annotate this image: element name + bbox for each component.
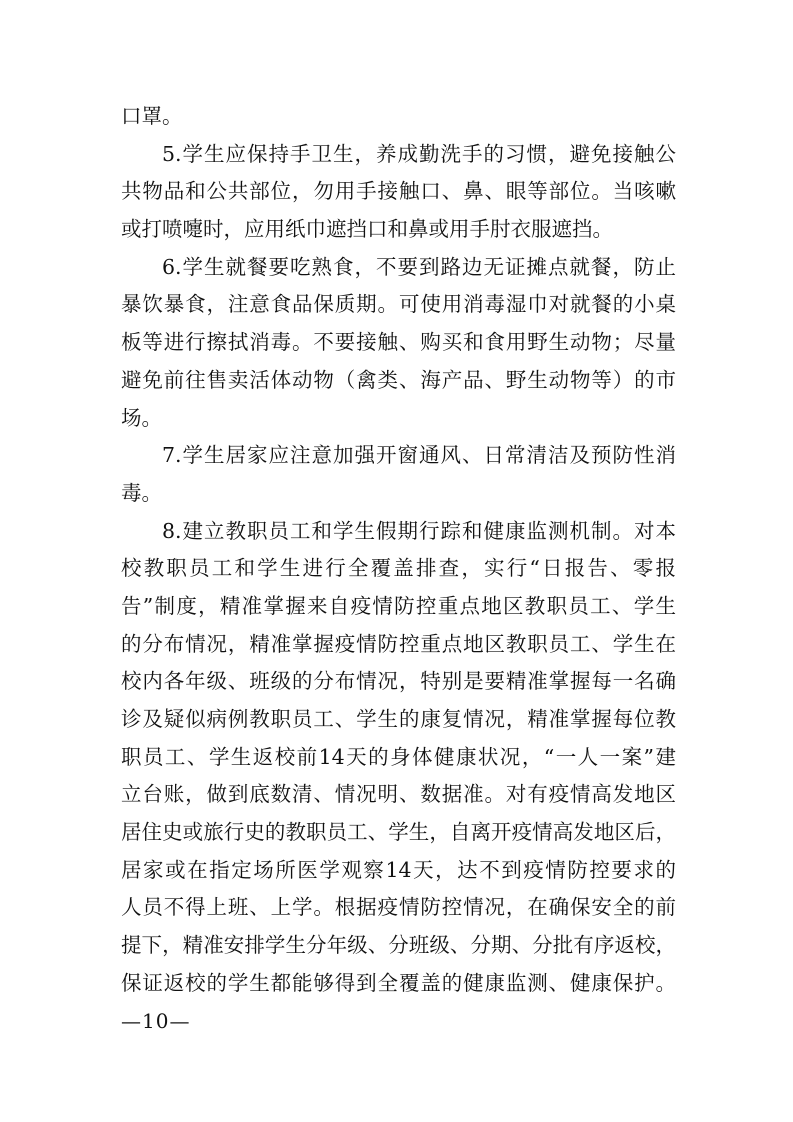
text-line: 职员工、学生返校前14天的身体健康状况，“一人一案”建 [121, 744, 676, 769]
paragraph-item-6 [121, 249, 676, 437]
text-line: 校内各年级、班级的分布情况，特别是要精准掌握每一名确 [121, 669, 676, 694]
text-line: 6.学生就餐要吃熟食，不要到路边无证摊点就餐，防止 [162, 254, 676, 279]
text-line: 校教职员工和学生进行全覆盖排查，实行“日报告、零报 [121, 556, 676, 581]
text-line: 避免前往售卖活体动物（禽类、海产品、野生动物等）的市 [121, 367, 676, 392]
text-line: 5.学生应保持手卫生，养成勤洗手的习惯，避免接触公 [162, 141, 676, 166]
text-line: 暴饮暴食，注意食品保质期。可使用消毒湿巾对就餐的小桌 [121, 292, 676, 317]
text-line: 口罩。 [121, 104, 183, 128]
text-line: 保证返校的学生都能够得到全覆盖的健康监测、健康保护。 [121, 970, 676, 995]
text-line: 8.建立教职员工和学生假期行踪和健康监测机制。对本 [162, 518, 676, 543]
text-line: 场。 [121, 405, 162, 430]
text-line: 人员不得上班、上学。根据疫情防控情况，在确保安全的前 [121, 895, 676, 920]
text-line: 诊及疑似病例教职员工、学生的康复情况，精准掌握每位教 [121, 707, 676, 731]
text-line: 居家或在指定场所医学观察14天，达不到疫情防控要求的 [121, 857, 676, 882]
page-number: —10— [121, 1009, 191, 1033]
text-line: 或打喷嚏时，应用纸巾遮挡口和鼻或用手肘衣服遮挡。 [121, 217, 613, 242]
text-line: 的分布情况，精准掌握疫情防控重点地区教职员工、学生在 [121, 631, 676, 656]
document-body [121, 98, 676, 1003]
text-line: 立台账，做到底数清、情况明、数据准。对有疫情高发地区 [121, 782, 676, 807]
text-line: 7.学生居家应注意加强开窗通风、日常清洁及预防性消 [162, 443, 676, 468]
text-line: 居住史或旅行史的教职员工、学生，自离开疫情高发地区后， [121, 820, 676, 845]
paragraph-item-8 [121, 513, 676, 1003]
paragraph-item-7 [121, 437, 676, 512]
text-line: 板等进行擦拭消毒。不要接触、购买和食用野生动物；尽量 [121, 330, 676, 355]
text-line: 毒。 [121, 480, 162, 505]
paragraph-item-5 [121, 136, 676, 249]
text-line: 告”制度，精准掌握来自疫情防控重点地区教职员工、学生 [121, 593, 676, 618]
text-line: 提下，精准安排学生分年级、分班级、分期、分批有序返校， [121, 933, 676, 958]
paragraph-continuation [121, 98, 676, 136]
text-line: 共物品和公共部位，勿用手接触口、鼻、眼等部位。当咳嗽 [121, 179, 676, 204]
